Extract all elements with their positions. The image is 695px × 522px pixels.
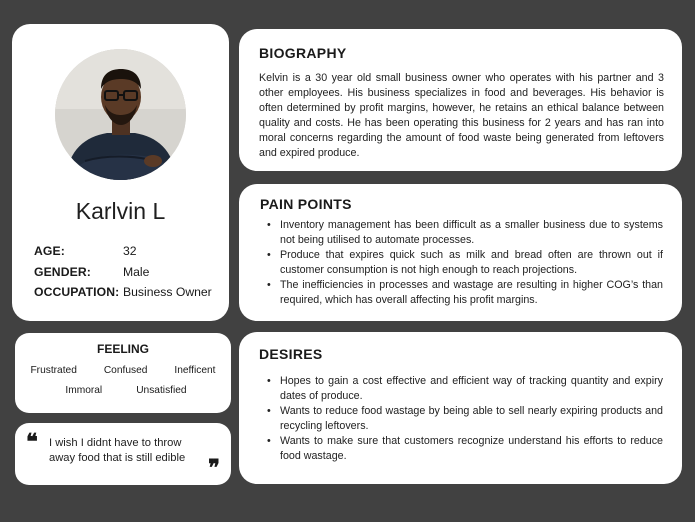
- desires-list: [267, 374, 663, 465]
- biography-card: [239, 29, 682, 171]
- pain-points-title: PAIN POINTS: [260, 196, 352, 212]
- age-row: [34, 241, 212, 262]
- age-label: AGE:: [34, 244, 65, 259]
- quote-open-icon: ❝: [26, 429, 38, 455]
- list-item: • Wants to reduce food wastage by being able to sell nearly expiring products and recycling leftovers.: [267, 404, 663, 434]
- feeling-tag: Confused: [103, 365, 148, 376]
- list-item: • Hopes to gain a cost effective and efficient way of tracking quantity and expiry dates of produce.: [267, 374, 663, 404]
- biography-title: BIOGRAPHY: [259, 45, 347, 61]
- feeling-row-1: [15, 365, 231, 376]
- profile-card: [12, 24, 229, 321]
- feeling-card: [15, 333, 231, 413]
- biography-text: Kelvin is a 30 year old small business owner who operates with his partner and 3 other employees. His business specializes in food and beverages. His behavior is often determined by profit margins, however, he retains an ethical balance between quality and costs. He has been operating this business for 2 years and has ran into moral concerns regarding the amount of food waste being generated from leftovers and expired produce.: [259, 72, 664, 160]
- list-item: • Wants to make sure that customers recognize understand his efforts to reduce food wastage.: [267, 434, 663, 464]
- avatar-portrait: [55, 49, 186, 180]
- quote-close-icon: ❞: [208, 455, 220, 481]
- gender-value: Male: [123, 264, 150, 279]
- desires-title: DESIRES: [259, 346, 323, 362]
- gender-label: GENDER:: [34, 264, 91, 279]
- occupation-row: [34, 282, 212, 303]
- feeling-tag: Immoral: [65, 385, 103, 396]
- quote-card: [15, 423, 231, 485]
- persona-name: Karlvin L: [75, 198, 166, 224]
- feeling-title: FEELING: [96, 342, 149, 356]
- occupation-value: Business Owner: [123, 285, 212, 300]
- profile-info: [34, 241, 212, 303]
- list-item: • Inventory management has been difficult as a smaller business due to systems not being utilised to automate processes.: [267, 218, 663, 248]
- quote-text: I wish I didnt have to throw away food that is still edible: [49, 437, 186, 464]
- avatar: [55, 49, 186, 180]
- gender-row: [34, 262, 212, 283]
- age-value: 32: [123, 244, 137, 259]
- pain-points-card: [239, 184, 682, 321]
- feeling-tag: Unsatisfied: [136, 385, 187, 396]
- list-item: • The inefficiencies in processes and wastage are resulting in higher COG’s than required, which has overall affecting his profit margins.: [267, 278, 663, 308]
- occupation-label: OCCUPATION:: [34, 285, 120, 300]
- desires-card: [239, 332, 682, 484]
- list-item: • Produce that expires quick such as milk and bread often are thrown out if customer consumption is not high enough to reach projections.: [267, 248, 663, 278]
- pain-points-list: [267, 218, 663, 309]
- feeling-tag: Frustrated: [30, 365, 77, 376]
- feeling-row-2: [15, 385, 231, 396]
- feeling-tag: Inefficent: [174, 365, 216, 376]
